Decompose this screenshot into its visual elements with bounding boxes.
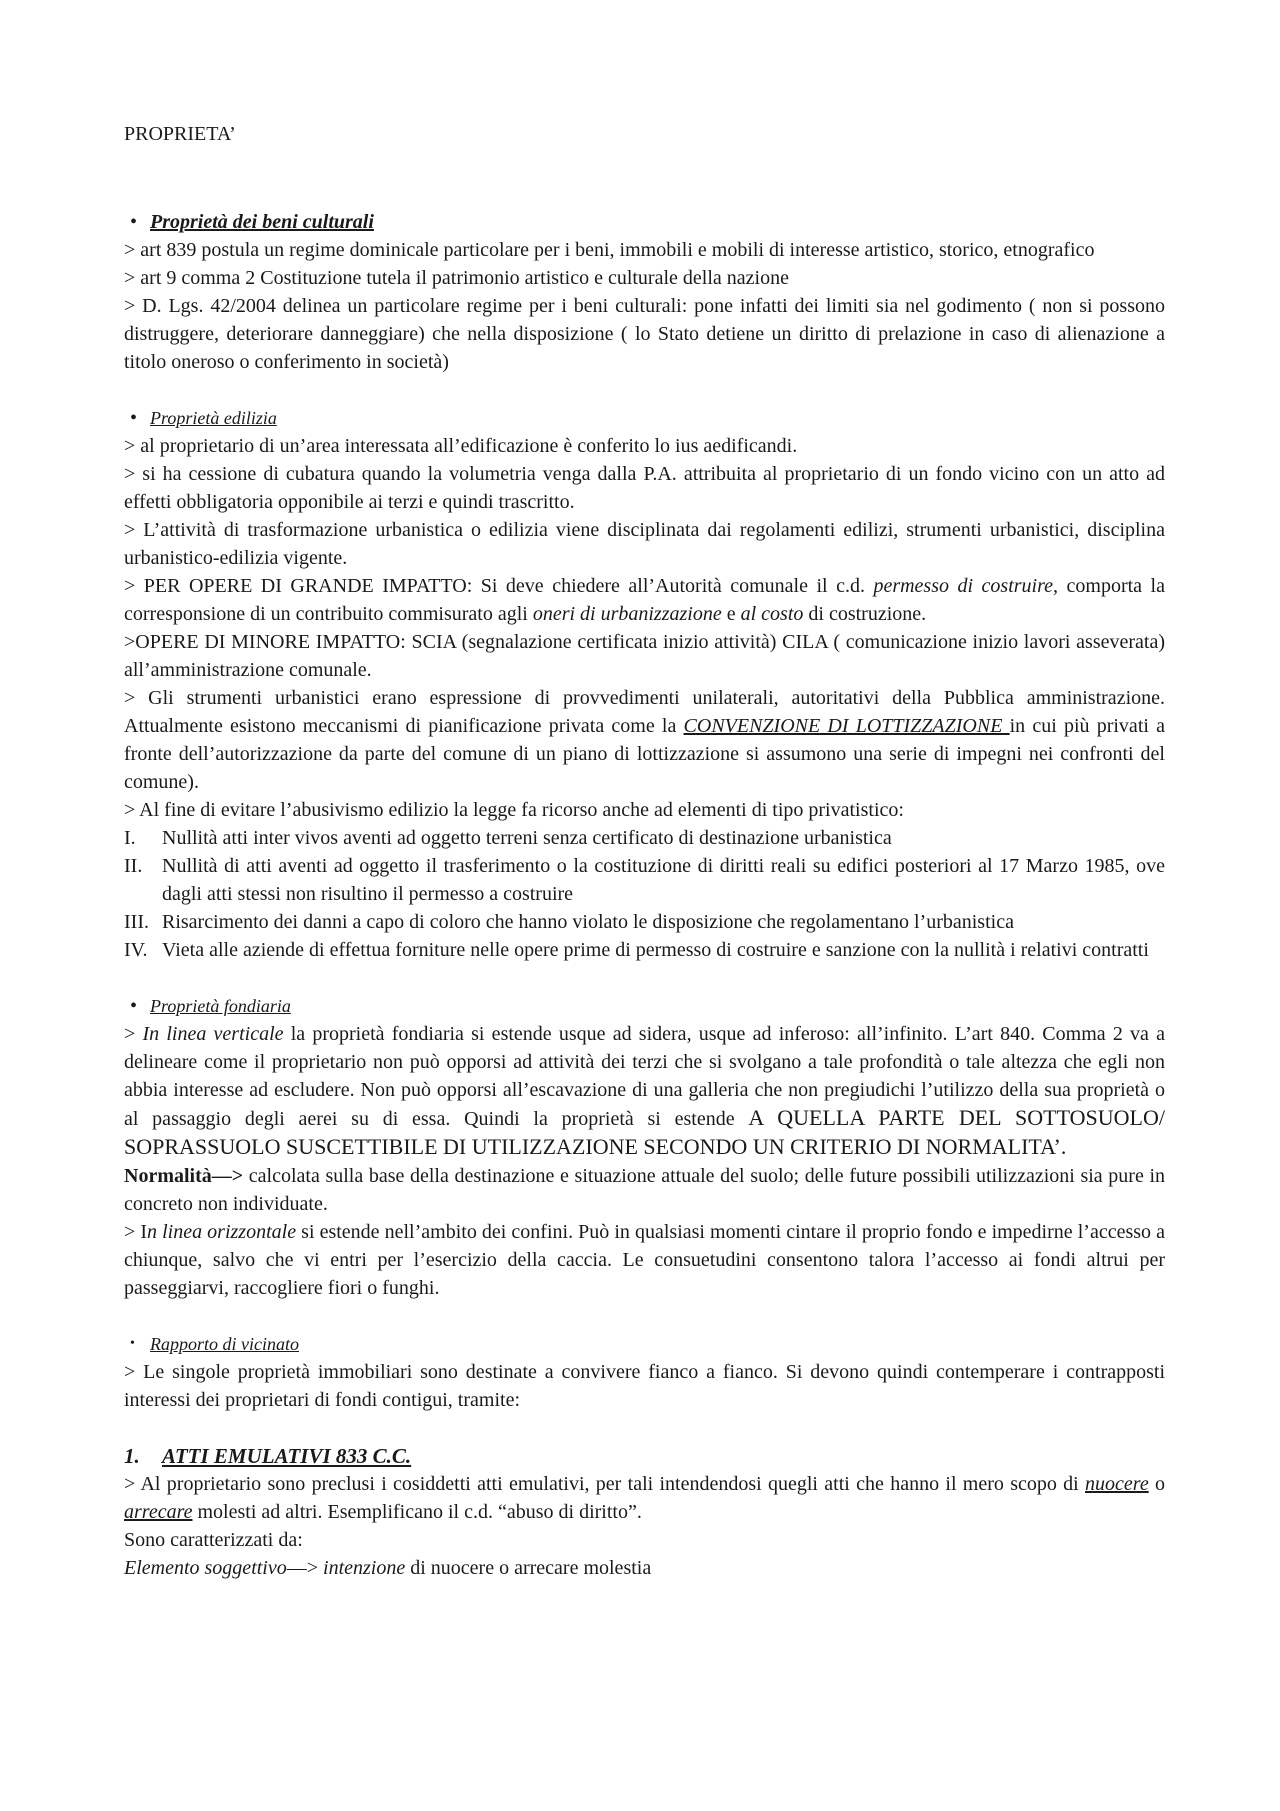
list-item: III. Risarcimento dei danni a capo di coloro che hanno violato le disposizione che regolamentano l’urbanistica — [124, 911, 1014, 933]
paragraph: > si ha cessione di cubatura quando la volumetria venga dalla P.A. attribuita al proprietario di un fondo vicino con un atto ad effetti obbligatoria opponibile ai terzi e quindi trascritto. — [124, 463, 1165, 513]
bullet-icon: • — [130, 995, 138, 1017]
paragraph: > Al fine di evitare l’abusivismo edilizio la legge fa ricorso anche ad elementi di tipo privatistico: — [124, 799, 904, 821]
paragraph: > L’attività di trasformazione urbanistica o edilizia viene disciplinata dai regolamenti edilizi, strumenti urbanistici, disciplina urbanistico-edilizia vigente. — [124, 519, 1165, 569]
paragraph: > Gli strumenti urbanistici erano espressione di provvedimenti unilaterali, autoritativi della Pubblica amministrazione. Attualmente esistono meccanismi di pianificazione privata come la CONVENZIONE DI LOTTIZZAZIONE in cui più privati a fronte dell’autorizzazione da parte del comune di un piano di lottizzazione si assumono una serie di impegni nei confronti del comune). — [124, 687, 1165, 793]
bullet-icon: • — [130, 211, 138, 233]
paragraph: Elemento soggettivo—> intenzione di nuocere o arrecare molestia — [124, 1557, 652, 1579]
paragraph: > al proprietario di un’area interessata all’edificazione è conferito lo ius aedificandi. — [124, 435, 798, 457]
section-heading-culturali: • Proprietà dei beni culturali — [124, 208, 1165, 236]
paragraph: Normalità—> calcolata sulla base della destinazione e situazione attuale del suolo; delle future possibili utilizzazioni sia pure in concreto non individuate. — [124, 1165, 1165, 1215]
list-item: I. Nullità atti inter vivos aventi ad oggetto terreni senza certificato di destinazione urbanistica — [124, 827, 892, 849]
paragraph: > art 9 comma 2 Costituzione tutela il patrimonio artistico e culturale della nazione — [124, 267, 789, 289]
paragraph: >OPERE DI MINORE IMPATTO: SCIA (segnalazione certificata inizio attività) CILA ( comunicazione inizio lavori asseverata) all’amministrazione comunale. — [124, 631, 1165, 681]
paragraph: > In linea orizzontale si estende nell’ambito dei confini. Può in qualsiasi momenti cintare il proprio fondo e impedirne l’accesso a chiunque, salvo che vi entri per l’esercizio della caccia. Le consuetudini consentono talora l’accesso ai fondi altrui per passeggiarvi, raccogliere fiori o funghi. — [124, 1221, 1165, 1299]
section-heading-vicinato: • Rapporto di vicinato — [124, 1330, 1165, 1358]
paragraph: > D. Lgs. 42/2004 delinea un particolare regime per i beni culturali: pone infatti dei limiti sia nel godimento ( non si possono distruggere, deteriorare danneggiare) che nella disposizione ( lo Stato detiene un diritto di prelazione in caso di alienazione a titolo oneroso o conferimento in società) — [124, 295, 1165, 373]
list-item: II. Nullità di atti aventi ad oggetto il trasferimento o la costituzione di diritti reali su edifici posteriori al 17 Marzo 1985, ove dagli atti stessi non risultino il permesso a costruire — [124, 855, 1165, 905]
bullet-icon: • — [130, 1336, 135, 1351]
paragraph: > In linea verticale la proprietà fondiaria si estende usque ad sidera, usque ad inferoso: all’infinito. L’art 840. Comma 2 va a delineare come il proprietario non può opporsi ad attività dei terzi che si svolgano a tale profondità o tale altezza che egli non abbia interesse ad escludere. Non può opporsi all’escavazione di una galleria che non pregiudichi l’utilizzo della sua proprietà o al passaggio degli aerei su di essa. Quindi la proprietà si estende A QUELLA PARTE DEL SOTTOSUOLO/ SOPRASSUOLO SUSCETTIBILE DI UTILIZZAZIONE SECONDO UN CRITERIO DI NORMALITA’. — [124, 1023, 1165, 1159]
page-title: PROPRIETA’ — [124, 123, 236, 145]
roman-list — [124, 824, 1165, 964]
bullet-icon: • — [130, 407, 138, 429]
paragraph: > PER OPERE DI GRANDE IMPATTO: Si deve chiedere all’Autorità comunale il c.d. permesso di costruire, comporta la corresponsione di un contribuito commisurato agli oneri di urbanizzazione e al costo di costruzione. — [124, 575, 1165, 625]
paragraph: Sono caratterizzati da: — [124, 1529, 303, 1551]
paragraph: > Le singole proprietà immobiliari sono destinate a convivere fianco a fianco. Si devono quindi contemperare i contrapposti interessi dei proprietari di fondi contigui, tramite: — [124, 1361, 1165, 1411]
numbered-heading-emulativi: 1. ATTI EMULATIVI 833 C.C. — [124, 1444, 412, 1468]
section-heading-edilizia: • Proprietà edilizia — [124, 404, 1165, 432]
paragraph: > art 839 postula un regime dominicale particolare per i beni, immobili e mobili di interesse artistico, storico, etnografico — [124, 239, 1095, 261]
list-item: IV. Vieta alle aziende di effettua forniture nelle opere prime di permesso di costruire e sanzione con la nullità i relativi contratti — [124, 939, 1149, 961]
paragraph: > Al proprietario sono preclusi i cosiddetti atti emulativi, per tali intendendosi quegli atti che hanno il mero scopo di nuocere o arrecare molesti ad altri. Esemplificano il c.d. “abuso di diritto”. — [124, 1473, 1166, 1523]
section-heading-fondiaria: • Proprietà fondiaria — [124, 992, 1165, 1020]
